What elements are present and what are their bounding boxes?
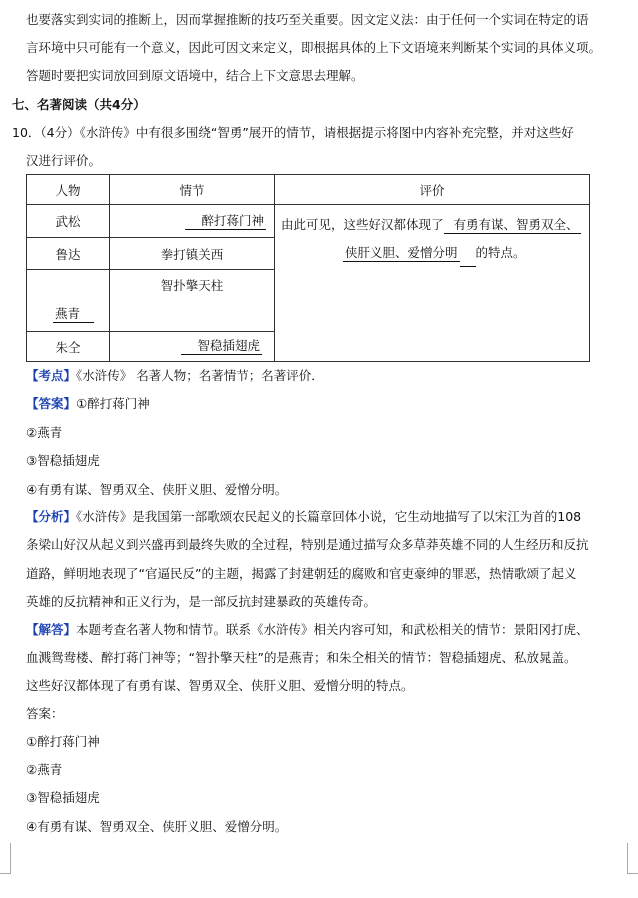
- final-answer-item: ②燕青: [26, 762, 63, 777]
- section-title: 七、名著阅读（共4分）: [12, 97, 146, 112]
- kaodian-line: [26, 367, 324, 385]
- person-cell: 朱仝: [27, 332, 110, 362]
- evaluation-prefix: 由此可见，这些好汉都体现了: [281, 217, 444, 232]
- kaodian-text: 《水浒传》 名著人物；名著情节；名著评价．: [76, 368, 324, 383]
- evaluation-answer-1: 有勇有谋、智勇双全、: [444, 217, 581, 234]
- person-cell: [27, 270, 110, 332]
- analysis-tag: 【分析】: [26, 509, 77, 524]
- kaodian-tag: 【考点】: [26, 368, 77, 383]
- question-line-1: 10．（4分）《水浒传》中有很多围绕“智勇”展开的情节，请根据提示将图中内容补充完整，并对这些好: [12, 125, 574, 140]
- plot-cell: 拳打镇关西: [110, 238, 275, 270]
- header-person: 人物: [27, 175, 110, 205]
- page-corner-mark-left: [0, 843, 11, 874]
- plot-cell: [110, 332, 275, 362]
- final-answer-item: ①醉打蒋门神: [26, 734, 100, 749]
- evaluation-cell: [275, 205, 590, 362]
- solution-line-3: 这些好汉都体现了有勇有谋、智勇双全、侠肝义胆、爱憎分明的特点。: [26, 678, 414, 693]
- intro-line-3: 答题时要把实词放回到原文语境中，结合上下文意思去理解。: [26, 68, 364, 83]
- question-table: [26, 174, 590, 362]
- page-corner-mark-right: [627, 843, 638, 874]
- solution-text: 本题考查名著人物和情节。联系《水浒传》相关内容可知，和武松相关的情节：景阳冈打虎、: [76, 622, 589, 637]
- solution-line-1: [26, 621, 589, 639]
- answer-item: ④有勇有谋、智勇双全、侠肝义胆、爱憎分明。: [26, 482, 288, 497]
- analysis-line-2: 条梁山好汉从起义到兴盛再到最终失败的全过程，特别是通过描写众多草莽英雄不同的人生经历和反抗: [26, 537, 589, 552]
- answer-item: ③智稳插翅虎: [26, 453, 100, 468]
- intro-line-1: 也要落实到实词的推断上，因而掌握推断的技巧至关重要。因文定义法：由于任何一个实词在特定的语: [26, 12, 589, 27]
- person-cell: 鲁达: [27, 238, 110, 270]
- evaluation-suffix: 的特点。: [475, 245, 526, 260]
- final-answer-item: ③智稳插翅虎: [26, 790, 100, 805]
- person-answer: 燕青: [53, 306, 94, 323]
- analysis-line-4: 英雄的反抗精神和正义行为，是一部反抗封建暴政的英雄传奇。: [26, 594, 377, 609]
- final-answer-item: ④有勇有谋、智勇双全、侠肝义胆、爱憎分明。: [26, 819, 288, 834]
- solution-tag: 【解答】: [26, 622, 77, 637]
- final-answer-label: 答案：: [26, 706, 64, 721]
- answer-item: ②燕青: [26, 425, 63, 440]
- analysis-text: 《水浒传》是我国第一部歌颂农民起义的长篇章回体小说，它生动地描写了以宋江为首的108: [76, 509, 582, 524]
- plot-cell: 智扑擎天柱: [110, 270, 275, 332]
- answer-tag: 【答案】: [26, 396, 77, 411]
- person-cell: 武松: [27, 205, 110, 238]
- plot-answer: 醉打蒋门神: [185, 213, 266, 230]
- header-plot: 情节: [110, 175, 275, 205]
- plot-answer: 智稳插翅虎: [181, 338, 262, 355]
- header-evaluation: 评价: [275, 175, 590, 205]
- plot-cell: [110, 205, 275, 238]
- analysis-line-1: [26, 508, 581, 526]
- solution-line-2: 血溅鸳鸯楼、醉打蒋门神等；“智扑擎天柱”的是燕青；和朱仝相关的情节：智稳插翅虎、私放晁盖。: [26, 650, 577, 665]
- answer-line-1: [26, 395, 150, 413]
- intro-line-2: 言环境中只可能有一个意义，因此可因文来定义，即根据具体的上下文语境来判断某个实词的具体义项。: [26, 40, 602, 55]
- question-line-2: 汉进行评价。: [26, 153, 102, 168]
- evaluation-answer-2: 侠肝义胆、爱憎分明: [345, 245, 458, 260]
- analysis-line-3: 道路，鲜明地表现了“官逼民反”的主题，揭露了封建朝廷的腐败和官吏豪绅的罪恶，热情歌颂了起义: [26, 566, 577, 581]
- answer-item: ①醉打蒋门神: [76, 396, 150, 411]
